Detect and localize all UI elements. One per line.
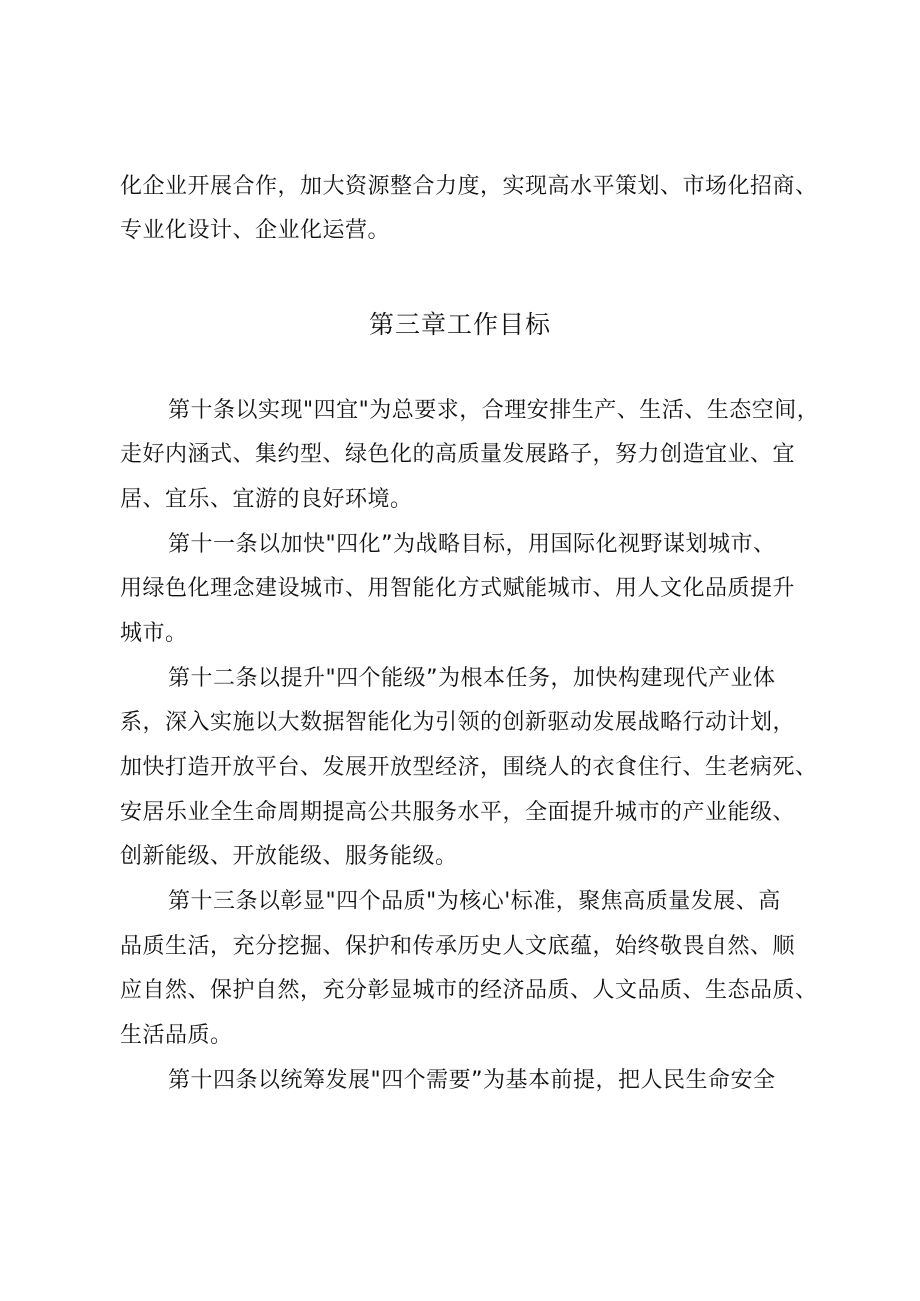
article-11-line-1: 第十一条以加快"四化”为战略目标，用国际化视野谋划城市、 xyxy=(168,532,776,557)
article-13-line-2: 品质生活，充分挖掘、保护和传承历史人文底蕴，始终敬畏自然、顺 xyxy=(120,934,796,959)
article-10-line-3: 居、宜乐、宜游的良好环境。 xyxy=(120,487,413,512)
article-12-line-3: 加快打造开放平台、发展开放型经济，围绕人的衣食住行、生老病死、 xyxy=(120,755,818,780)
article-11-line-2: 用绿色化理念建设城市、用智能化方式赋能城市、用人文化品质提升 xyxy=(120,576,796,601)
article-13-line-3: 应自然、保护自然，充分彰显城市的经济品质、人文品质、生态品质、 xyxy=(120,978,818,1003)
article-10-line-2: 走好内涵式、集约型、绿色化的高质量发展路子，努力创造宜业、宜 xyxy=(120,442,796,467)
article-12-line-1: 第十二条以提升"四个能级”为根本任务，加快构建现代产业体 xyxy=(168,666,776,691)
article-12-line-4: 安居乐业全生命周期提高公共服务水平，全面提升城市的产业能级、 xyxy=(120,800,796,825)
article-13-line-1: 第十三条以彰显"四个品质"为核心'标准，聚焦高质量发展、高 xyxy=(168,889,781,914)
article-14-line-1: 第十四条以统筹发展"四个需要”为基本前提，把人民生命安全 xyxy=(168,1068,776,1093)
intro-line-1: 化企业开展合作，加大资源整合力度，实现高水平策划、市场化招商、 xyxy=(120,174,818,199)
article-13-line-4: 生活品质。 xyxy=(120,1023,233,1048)
article-12-line-5: 创新能级、开放能级、服务能级。 xyxy=(120,844,458,869)
article-11-line-3: 城市。 xyxy=(120,621,188,646)
article-12-line-2: 系，深入实施以大数据智能化为引领的创新驱动发展战略行动计划， xyxy=(120,710,796,735)
intro-line-2: 专业化设计、企业化运营。 xyxy=(120,218,391,243)
article-10-line-1: 第十条以实现"四宜"为总要求，合理安排生产、生活、生态空间， xyxy=(168,398,820,423)
chapter-heading: 第三章工作目标 xyxy=(368,310,551,339)
